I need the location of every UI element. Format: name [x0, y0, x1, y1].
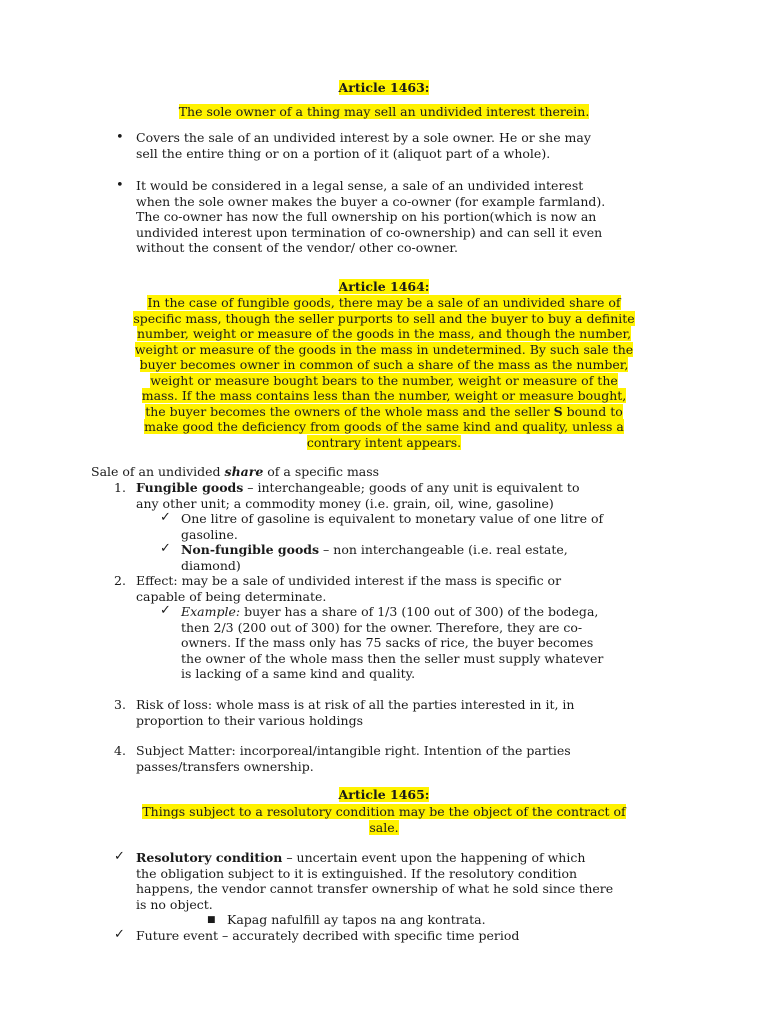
checkmark-icon: ✓: [160, 603, 171, 618]
gasoline-example: One litre of gasoline is equivalent to monetary value of one litre of gasoline.: [181, 511, 604, 542]
bodega-example: Example: buyer has a share of 1/3 (100 out of 300) of the bodega, then 2/3 (200 out of 300) for the owner. Therefore, they are co- owners. If the mass only has 75 sacks of rice, the buyer becomes the owner of the whole mass then the seller must supply whatever is lacking of a same kind and quality.: [181, 604, 604, 681]
article-1465-title: Article 1465:: [338, 787, 430, 802]
bullet-dot: •: [116, 178, 124, 193]
resolutory-condition-item: Resolutory condition – uncertain event upon the happening of which the obligation subject to it is extinguished. If the resolutory condition happens, the vendor cannot transfer ownership of what he sold since there is no object.: [136, 850, 614, 912]
non-fungible-goods-item: Non-fungible goods – non interchangeable (i.e. real estate, diamond): [181, 542, 568, 573]
article-1463-text: The sole owner of a thing may sell an undivided interest therein.: [178, 104, 590, 119]
article-1464-text: In the case of fungible goods, there may be a sale of an undivided share of specific mass, though the seller purports to sell and the buyer to buy a definite number, weight or measure of the goods in the mass, and though the number, weight or measure of the goods in the mass in undetermined. By such sale the buyer becomes owner in common of such a share of the mass as the number, weight or measure bought bears to the number, weight or measure of the mass. If the mass contains less than the number, weight or measure bought, the buyer becomes the owners of the whole mass and the seller S bound to make good the deficiency from goods of the same kind and quality, unless a contrary intent appears.: [133, 295, 635, 450]
fungible-goods-item: Fungible goods – interchangeable; goods of any unit is equivalent to any other unit; a commodity money (i.e. grain, oil, wine, gasoline): [136, 480, 580, 511]
risk-of-loss-item: Risk of loss: whole mass is at risk of all the parties interested in it, in proportion to their various holdings: [136, 697, 575, 728]
future-event-item: Future event – accurately decribed with specific time period: [136, 928, 520, 943]
square-bullet-icon: ■: [207, 915, 216, 925]
list-number: 3.: [114, 697, 126, 712]
article-1464-title: Article 1464:: [338, 279, 430, 294]
list-number: 4.: [114, 743, 126, 758]
article-1463-title: Article 1463:: [338, 80, 430, 95]
list-number: 1.: [114, 480, 126, 495]
share-intro: Sale of an undivided share of a specific mass: [91, 464, 380, 479]
article-1463-bullet-1: Covers the sale of an undivided interest by a sole owner. He or she may sell the entire thing or on a portion of it (aliquot part of a whole).: [136, 130, 591, 161]
checkmark-icon: ✓: [160, 541, 171, 556]
subject-matter-item: Subject Matter: incorporeal/intangible right. Intention of the parties passes/transfers ownership.: [136, 743, 571, 774]
checkmark-icon: ✓: [160, 510, 171, 525]
sub-bullet-text: Kapag nafulfill ay tapos na ang kontrata.: [227, 912, 486, 927]
article-1465-text: Things subject to a resolutory condition may be the object of the contract of sale.: [142, 804, 626, 835]
article-1463-bullet-2: It would be considered in a legal sense, a sale of an undivided interest when the sole owner makes the buyer a co-owner (for example farmland). The co-owner has now the full ownership on his portion(which is now an undivided interest upon termination of co-ownership) and can sell it even without the consent of the vendor/ other co-owner.: [136, 178, 606, 255]
bullet-dot: •: [116, 130, 124, 145]
effect-item: Effect: may be a sale of undivided interest if the mass is specific or capable of being determinate.: [136, 573, 562, 604]
checkmark-icon: ✓: [114, 849, 125, 864]
checkmark-icon: ✓: [114, 927, 125, 942]
list-number: 2.: [114, 573, 126, 588]
